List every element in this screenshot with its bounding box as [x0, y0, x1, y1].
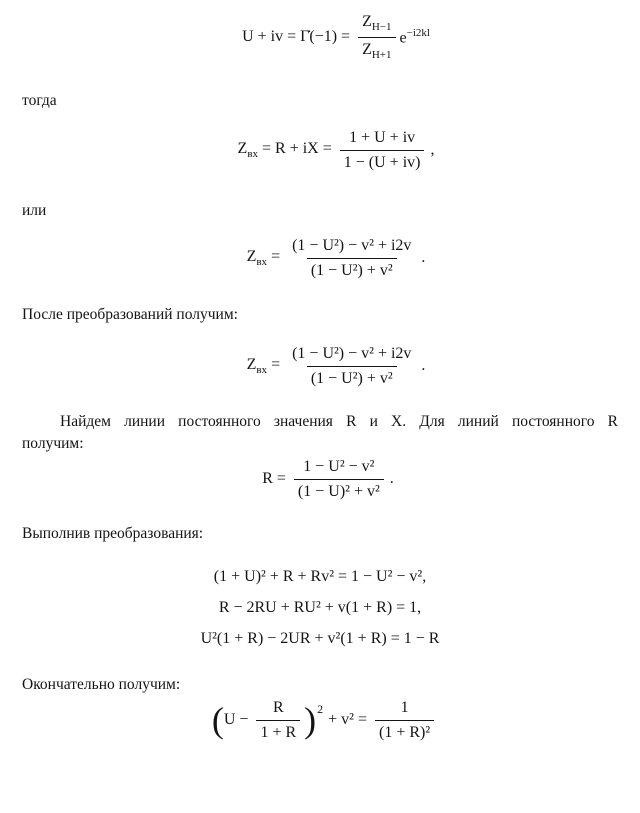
big-paren-open: (	[211, 700, 224, 741]
paragraph-constant-lines	[22, 411, 618, 455]
math-run: + v² =	[324, 711, 371, 729]
math-run	[238, 139, 336, 162]
math-run: U + iv = Γ̇(−1) =	[242, 28, 355, 46]
fraction	[294, 457, 384, 502]
text-performing-transformations: Выполнив преобразования:	[22, 524, 204, 542]
fraction-numerator: 1 − U² − v²	[303, 457, 375, 475]
fraction	[340, 128, 425, 173]
fraction-denominator: 1 − (U + iv)	[340, 150, 425, 173]
formula-reflection-coefficient	[38, 10, 634, 63]
power-superscript: 2	[317, 701, 324, 716]
z-symbol: Z	[237, 139, 248, 157]
formula-constant-r	[30, 457, 626, 502]
superscript: −i2kl	[406, 26, 430, 39]
equals-sign: =	[267, 247, 285, 265]
fraction-denominator: (1 − U²) + v²	[307, 258, 397, 281]
paragraph-line: получим:	[22, 434, 84, 452]
z-symbol: Z	[246, 247, 257, 265]
punctuation: .	[421, 357, 426, 375]
fraction-numerator	[358, 12, 395, 37]
formula-input-impedance-result	[38, 344, 634, 389]
punctuation: ,	[430, 141, 435, 159]
fraction	[375, 698, 434, 743]
subscript: H−1	[371, 21, 392, 34]
fraction-denominator: (1 − U)² + v²	[294, 479, 384, 502]
fraction-numerator: 1	[400, 698, 409, 716]
subscript: вх	[256, 364, 268, 377]
equation-line: R − 2RU + RU² + v(1 + R) = 1,	[218, 598, 422, 616]
formula-input-impedance-expanded	[38, 236, 634, 281]
subscript: H+1	[371, 49, 392, 62]
fraction-denominator: (1 − U²) + v²	[307, 366, 397, 389]
equation-line: U²(1 + R) − 2UR + v²(1 + R) = 1 − R	[200, 629, 440, 647]
text-finally: Окончательно получим:	[22, 675, 181, 693]
big-paren-close: )	[304, 700, 317, 741]
subscript: вх	[256, 256, 268, 269]
fraction-denominator	[358, 37, 395, 63]
z-symbol: Z	[362, 40, 372, 58]
punctuation: .	[389, 470, 394, 488]
fraction-denominator: (1 + R)²	[375, 720, 434, 743]
paragraph-line: Найдем линии постоянного значения R и X. Для линий постоянного R	[60, 412, 618, 430]
fraction-numerator: 1 + U + iv	[349, 128, 416, 146]
math-run	[247, 355, 285, 378]
math-run: = R + iX =	[258, 139, 336, 157]
fraction	[288, 236, 415, 281]
exponential-term	[400, 27, 430, 48]
math-run: U −	[223, 711, 253, 729]
fraction-numerator: (1 − U²) − v² + i2v	[292, 236, 412, 254]
math-run: R =	[262, 470, 290, 488]
z-symbol: Z	[362, 13, 372, 30]
punctuation: .	[421, 249, 426, 267]
math-run	[247, 247, 285, 270]
text-after-transformations: После преобразований получим:	[22, 305, 238, 323]
formula-final-circle	[27, 698, 623, 743]
fraction-denominator: 1 + R	[256, 720, 300, 743]
equals-sign: =	[267, 355, 285, 373]
text-togda: тогда	[22, 91, 57, 109]
fraction	[358, 12, 395, 63]
fraction	[256, 698, 300, 743]
fraction	[288, 344, 415, 389]
z-symbol: Z	[246, 355, 257, 373]
fraction-numerator: R	[272, 698, 284, 716]
formula-input-impedance	[38, 128, 634, 173]
fraction-numerator: (1 − U²) − v² + i2v	[292, 344, 412, 362]
euler-symbol: e	[399, 29, 407, 47]
text-ili: или	[22, 201, 47, 219]
equation-line: (1 + U)² + R + Rv² = 1 − U² − v²,	[213, 567, 427, 585]
subscript: вх	[247, 148, 259, 161]
